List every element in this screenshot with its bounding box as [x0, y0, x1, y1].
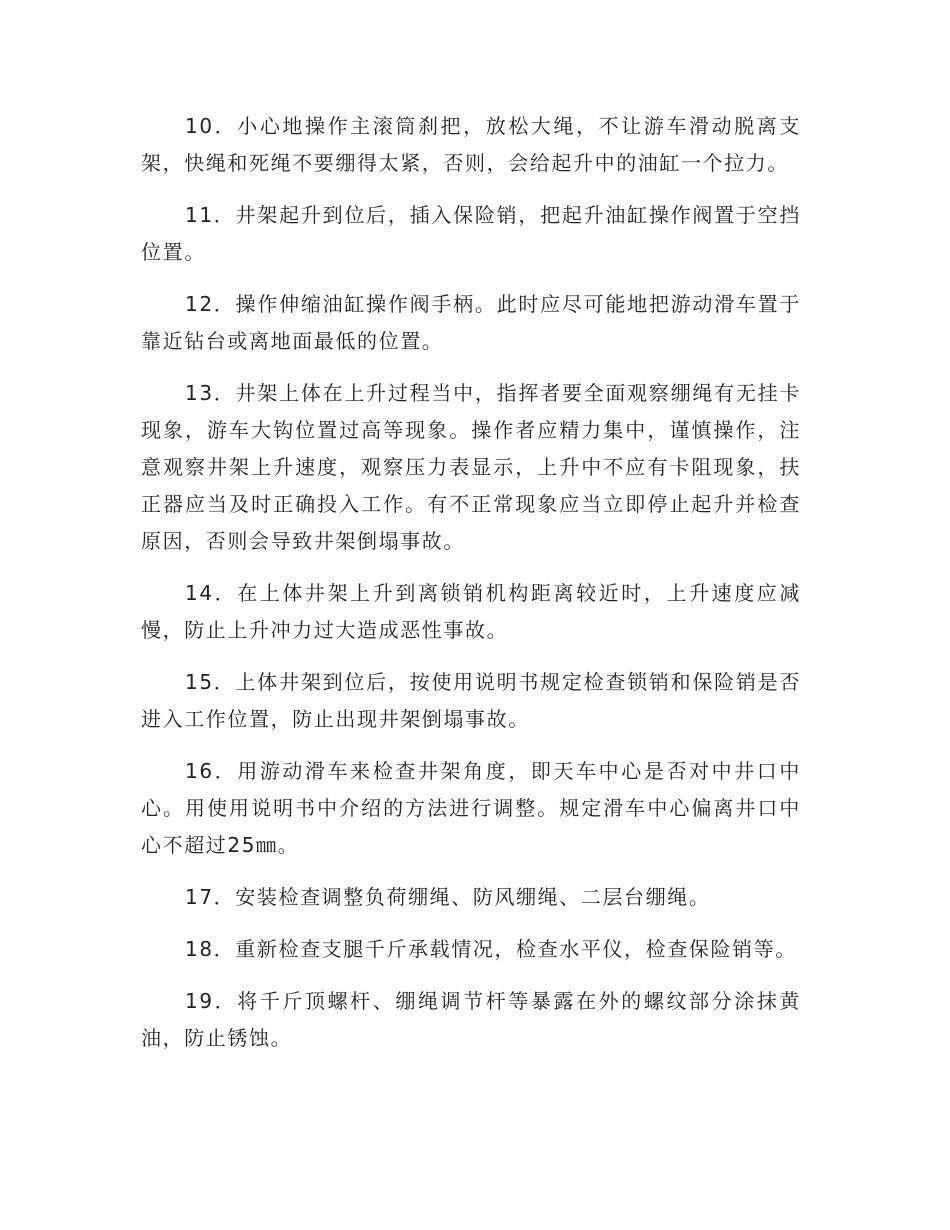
- paragraph-item-10: 10．小心地操作主滚筒刹把，放松大绳，不让游车滑动脱离支架，快绳和死绳不要绷得太紧，否则，会给起升中的油缸一个拉力。: [141, 114, 801, 175]
- paragraph-item-11: 11．井架起升到位后，插入保险销，把起升油缸操作阀置于空挡位置。: [141, 203, 801, 264]
- paragraph-item-15: 15．上体井架到位后，按使用说明书规定检查锁销和保险销是否进入工作位置，防止出现井架倒塌事故。: [141, 670, 801, 731]
- paragraph-item-12: 12．操作伸缩油缸操作阀手柄。此时应尽可能地把游动滑车置于靠近钻台或离地面最低的位置。: [141, 292, 801, 353]
- paragraph-item-18: 18．重新检查支腿千斤承载情况，检查水平仪，检查保险销等。: [185, 937, 797, 961]
- paragraph-item-14: 14．在上体井架上升到离锁销机构距离较近时，上升速度应减慢，防止上升冲力过大造成恶性事故。: [141, 581, 801, 642]
- paragraph-item-16: 16．用游动滑车来检查井架角度，即天车中心是否对中井口中心。用使用说明书中介绍的方法进行调整。规定滑车中心偏离井口中心不超过25㎜。: [141, 759, 801, 857]
- document-body: [141, 108, 801, 1072]
- paragraph-item-19: 19．将千斤顶螺杆、绷绳调节杆等暴露在外的螺纹部分涂抹黄油，防止锈蚀。: [141, 989, 801, 1050]
- paragraph-item-17: 17．安装检查调整负荷绷绳、防风绷绳、二层台绷绳。: [185, 885, 711, 909]
- paragraph-item-13: 13．井架上体在上升过程当中，指挥者要全面观察绷绳有无挂卡现象，游车大钩位置过高等现象。操作者应精力集中，谨慎操作，注意观察井架上升速度，观察压力表显示，上升中不应有卡阻现象，扶正器应当及时正确投入工作。有不正常现象应当立即停止起升并检查原因，否则会导致井架倒塌事故。: [141, 381, 801, 553]
